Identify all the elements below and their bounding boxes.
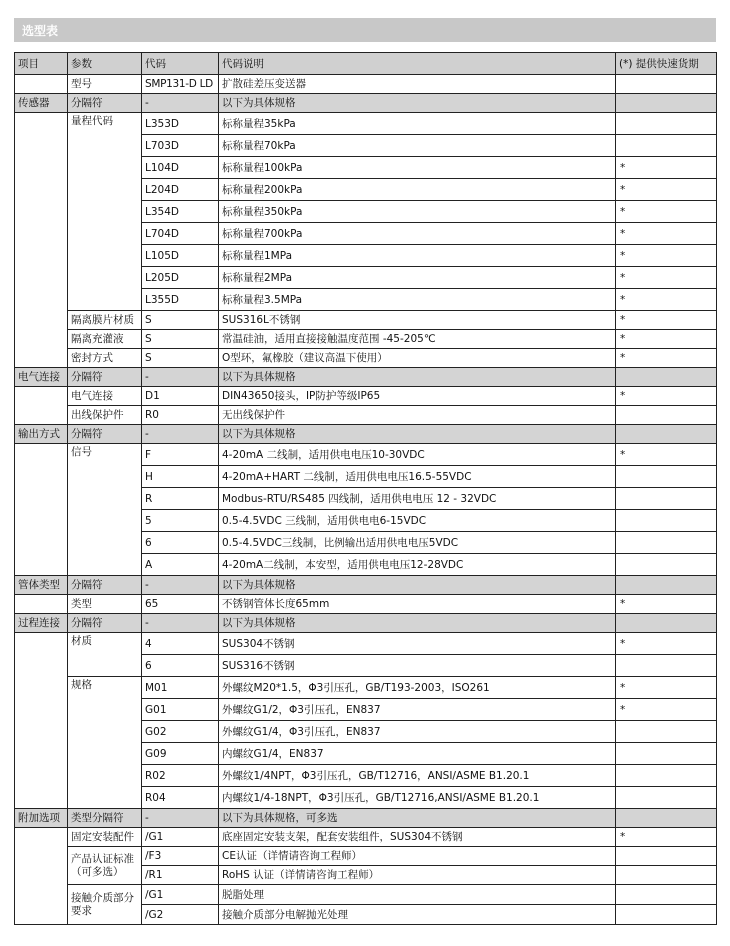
star-cell: * — [616, 289, 717, 311]
table-row — [15, 614, 717, 633]
star-cell — [616, 368, 717, 387]
param-label: 材质 — [68, 633, 142, 677]
separator-desc: 以下为具体规格 — [219, 425, 616, 444]
code-cell: D1 — [142, 387, 219, 406]
separator-desc: 以下为具体规格 — [219, 576, 616, 595]
desc-cell: 外螺纹G1/4，Φ3引压孔，EN837 — [219, 721, 616, 743]
table-row — [15, 809, 717, 828]
desc-cell: 外螺纹1/4NPT，Φ3引压孔，GB/T12716，ANSI/ASME B1.20.1 — [219, 765, 616, 787]
desc-cell: 标称量程200kPa — [219, 179, 616, 201]
section-name: 传感器 — [15, 94, 68, 113]
param-label: 固定安装配件 — [68, 828, 142, 847]
param-label: 产品认证标准（可多选） — [68, 847, 142, 885]
desc-cell: 外螺纹M20*1.5，Φ3引压孔，GB/T193-2003，ISO261 — [219, 677, 616, 699]
code-cell: L105D — [142, 245, 219, 267]
code-cell: /R1 — [142, 866, 219, 885]
star-cell — [616, 847, 717, 866]
code-cell: /G2 — [142, 905, 219, 925]
desc-cell: SUS316不锈钢 — [219, 655, 616, 677]
code-cell: L104D — [142, 157, 219, 179]
star-cell — [616, 554, 717, 576]
star-cell: * — [616, 157, 717, 179]
separator-param: 分隔符 — [68, 94, 142, 113]
separator-code: - — [142, 614, 219, 633]
table-row — [15, 94, 717, 113]
star-cell — [616, 743, 717, 765]
code-cell: H — [142, 466, 219, 488]
category-blank — [15, 113, 68, 368]
separator-param: 分隔符 — [68, 368, 142, 387]
star-cell — [616, 866, 717, 885]
code-cell: L703D — [142, 135, 219, 157]
star-cell: * — [616, 633, 717, 655]
desc-cell: 4-20mA 二线制，适用供电电压10-30VDC — [219, 444, 616, 466]
table-row — [15, 311, 717, 330]
code-cell: L355D — [142, 289, 219, 311]
page-title: 选型表 — [22, 24, 59, 38]
desc-cell: 4-20mA+HART 二线制，适用供电电压16.5-55VDC — [219, 466, 616, 488]
code-cell: R04 — [142, 787, 219, 809]
code-cell: S — [142, 349, 219, 368]
table-row — [15, 387, 717, 406]
star-cell — [616, 75, 717, 94]
desc-cell: 底座固定安装支架，配套安装组件，SUS304不锈钢 — [219, 828, 616, 847]
category-blank — [15, 828, 68, 925]
category-blank — [15, 633, 68, 809]
separator-desc: 以下为具体规格 — [219, 368, 616, 387]
table-row — [15, 595, 717, 614]
param-label: 密封方式 — [68, 349, 142, 368]
code-cell: 65 — [142, 595, 219, 614]
table-row — [15, 444, 717, 466]
code-cell: R — [142, 488, 219, 510]
star-cell — [616, 576, 717, 595]
star-cell — [616, 466, 717, 488]
star-cell — [616, 809, 717, 828]
title-bar — [14, 18, 716, 42]
model-desc: 扩散硅差压变送器 — [219, 75, 616, 94]
desc-cell: 标称量程700kPa — [219, 223, 616, 245]
desc-cell: 标称量程35kPa — [219, 113, 616, 135]
desc-cell: O型环，氟橡胶（建议高温下使用） — [219, 349, 616, 368]
desc-cell: 4-20mA二线制，本安型，适用供电电压12-28VDC — [219, 554, 616, 576]
empty-cell — [15, 75, 68, 94]
code-cell: G02 — [142, 721, 219, 743]
table-row — [15, 576, 717, 595]
code-cell: M01 — [142, 677, 219, 699]
selection-table — [14, 52, 717, 925]
star-cell: * — [616, 245, 717, 267]
star-cell — [616, 885, 717, 905]
table-row — [15, 828, 717, 847]
table-row — [15, 847, 717, 866]
code-cell: L354D — [142, 201, 219, 223]
table-row — [15, 677, 717, 699]
code-cell: R02 — [142, 765, 219, 787]
category-blank — [15, 444, 68, 576]
code-cell: 6 — [142, 532, 219, 554]
desc-cell: SUS316L不锈钢 — [219, 311, 616, 330]
table-row — [15, 113, 717, 135]
separator-param: 分隔符 — [68, 614, 142, 633]
star-cell — [616, 406, 717, 425]
table-row — [15, 349, 717, 368]
desc-cell: SUS304不锈钢 — [219, 633, 616, 655]
star-cell — [616, 905, 717, 925]
star-cell: * — [616, 677, 717, 699]
code-cell: L353D — [142, 113, 219, 135]
code-cell: 5 — [142, 510, 219, 532]
separator-code: - — [142, 576, 219, 595]
star-cell: * — [616, 179, 717, 201]
desc-cell: 内螺纹G1/4，EN837 — [219, 743, 616, 765]
section-name: 附加选项 — [15, 809, 68, 828]
model-code: SMP131-D LD — [142, 75, 219, 94]
star-cell: * — [616, 330, 717, 349]
star-cell: * — [616, 595, 717, 614]
table-row — [15, 75, 717, 94]
star-cell — [616, 655, 717, 677]
desc-cell: 常温硅油，适用直接接触温度范围 -45-205℃ — [219, 330, 616, 349]
desc-cell: 标称量程3.5MPa — [219, 289, 616, 311]
desc-cell: CE认证（详情请咨询工程师） — [219, 847, 616, 866]
section-name: 电气连接 — [15, 368, 68, 387]
separator-desc: 以下为具体规格 — [219, 614, 616, 633]
section-name: 过程连接 — [15, 614, 68, 633]
star-cell — [616, 135, 717, 157]
star-cell: * — [616, 201, 717, 223]
param-label: 电气连接 — [68, 387, 142, 406]
separator-code: - — [142, 368, 219, 387]
desc-cell: 外螺纹G1/2，Φ3引压孔，EN837 — [219, 699, 616, 721]
code-cell: F — [142, 444, 219, 466]
star-cell — [616, 721, 717, 743]
code-cell: A — [142, 554, 219, 576]
separator-param: 分隔符 — [68, 425, 142, 444]
table-row — [15, 885, 717, 905]
table-row — [15, 406, 717, 425]
star-cell — [616, 94, 717, 113]
code-cell: 4 — [142, 633, 219, 655]
code-cell: /G1 — [142, 828, 219, 847]
param-label: 隔离膜片材质 — [68, 311, 142, 330]
star-cell: * — [616, 311, 717, 330]
star-cell — [616, 532, 717, 554]
star-cell: * — [616, 349, 717, 368]
code-cell: L704D — [142, 223, 219, 245]
desc-cell: DIN43650接头，IP防护等级IP65 — [219, 387, 616, 406]
section-name: 管体类型 — [15, 576, 68, 595]
star-cell — [616, 425, 717, 444]
column-header: 项目 — [15, 53, 68, 75]
section-name: 输出方式 — [15, 425, 68, 444]
desc-cell: RoHS 认证（详情请咨询工程师） — [219, 866, 616, 885]
code-cell: S — [142, 311, 219, 330]
star-cell — [616, 787, 717, 809]
table-row — [15, 425, 717, 444]
star-cell — [616, 614, 717, 633]
separator-desc: 以下为具体规格 — [219, 94, 616, 113]
code-cell: S — [142, 330, 219, 349]
desc-cell: 脱脂处理 — [219, 885, 616, 905]
separator-param: 分隔符 — [68, 576, 142, 595]
code-cell: L204D — [142, 179, 219, 201]
model-param: 型号 — [68, 75, 142, 94]
table-row — [15, 633, 717, 655]
desc-cell: 无出线保护件 — [219, 406, 616, 425]
param-label: 信号 — [68, 444, 142, 576]
desc-cell: 内螺纹1/4-18NPT，Φ3引压孔，GB/T12716,ANSI/ASME B1.20.1 — [219, 787, 616, 809]
column-header: 代码 — [142, 53, 219, 75]
category-blank — [15, 595, 68, 614]
desc-cell: 标称量程350kPa — [219, 201, 616, 223]
code-cell: G01 — [142, 699, 219, 721]
star-cell — [616, 510, 717, 532]
code-cell: R0 — [142, 406, 219, 425]
desc-cell: Modbus-RTU/RS485 四线制，适用供电电压 12 - 32VDC — [219, 488, 616, 510]
param-label: 接触介质部分要求 — [68, 885, 142, 925]
desc-cell: 0.5-4.5VDC三线制，比例输出适用供电电压5VDC — [219, 532, 616, 554]
param-label: 出线保护件 — [68, 406, 142, 425]
desc-cell: 标称量程2MPa — [219, 267, 616, 289]
separator-code: - — [142, 809, 219, 828]
table-row — [15, 53, 717, 75]
desc-cell: 0.5-4.5VDC 三线制，适用供电电6-15VDC — [219, 510, 616, 532]
code-cell: L205D — [142, 267, 219, 289]
desc-cell: 标称量程70kPa — [219, 135, 616, 157]
separator-desc: 以下为具体规格，可多选 — [219, 809, 616, 828]
desc-cell: 标称量程100kPa — [219, 157, 616, 179]
table-row — [15, 368, 717, 387]
param-label: 类型 — [68, 595, 142, 614]
param-label: 规格 — [68, 677, 142, 809]
column-header: 参数 — [68, 53, 142, 75]
star-cell — [616, 113, 717, 135]
category-blank — [15, 387, 68, 425]
code-cell: 6 — [142, 655, 219, 677]
param-label: 隔离充灌液 — [68, 330, 142, 349]
column-header: 代码说明 — [219, 53, 616, 75]
desc-cell: 不锈钢管体长度65mm — [219, 595, 616, 614]
column-header: (*) 提供快速货期 — [616, 53, 717, 75]
code-cell: G09 — [142, 743, 219, 765]
code-cell: /F3 — [142, 847, 219, 866]
star-cell — [616, 765, 717, 787]
star-cell: * — [616, 699, 717, 721]
desc-cell: 标称量程1MPa — [219, 245, 616, 267]
star-cell: * — [616, 828, 717, 847]
separator-param: 类型分隔符 — [68, 809, 142, 828]
code-cell: /G1 — [142, 885, 219, 905]
star-cell — [616, 488, 717, 510]
star-cell: * — [616, 267, 717, 289]
table-row — [15, 330, 717, 349]
star-cell: * — [616, 387, 717, 406]
param-label: 量程代码 — [68, 113, 142, 311]
star-cell: * — [616, 223, 717, 245]
star-cell: * — [616, 444, 717, 466]
separator-code: - — [142, 94, 219, 113]
desc-cell: 接触介质部分电解抛光处理 — [219, 905, 616, 925]
separator-code: - — [142, 425, 219, 444]
